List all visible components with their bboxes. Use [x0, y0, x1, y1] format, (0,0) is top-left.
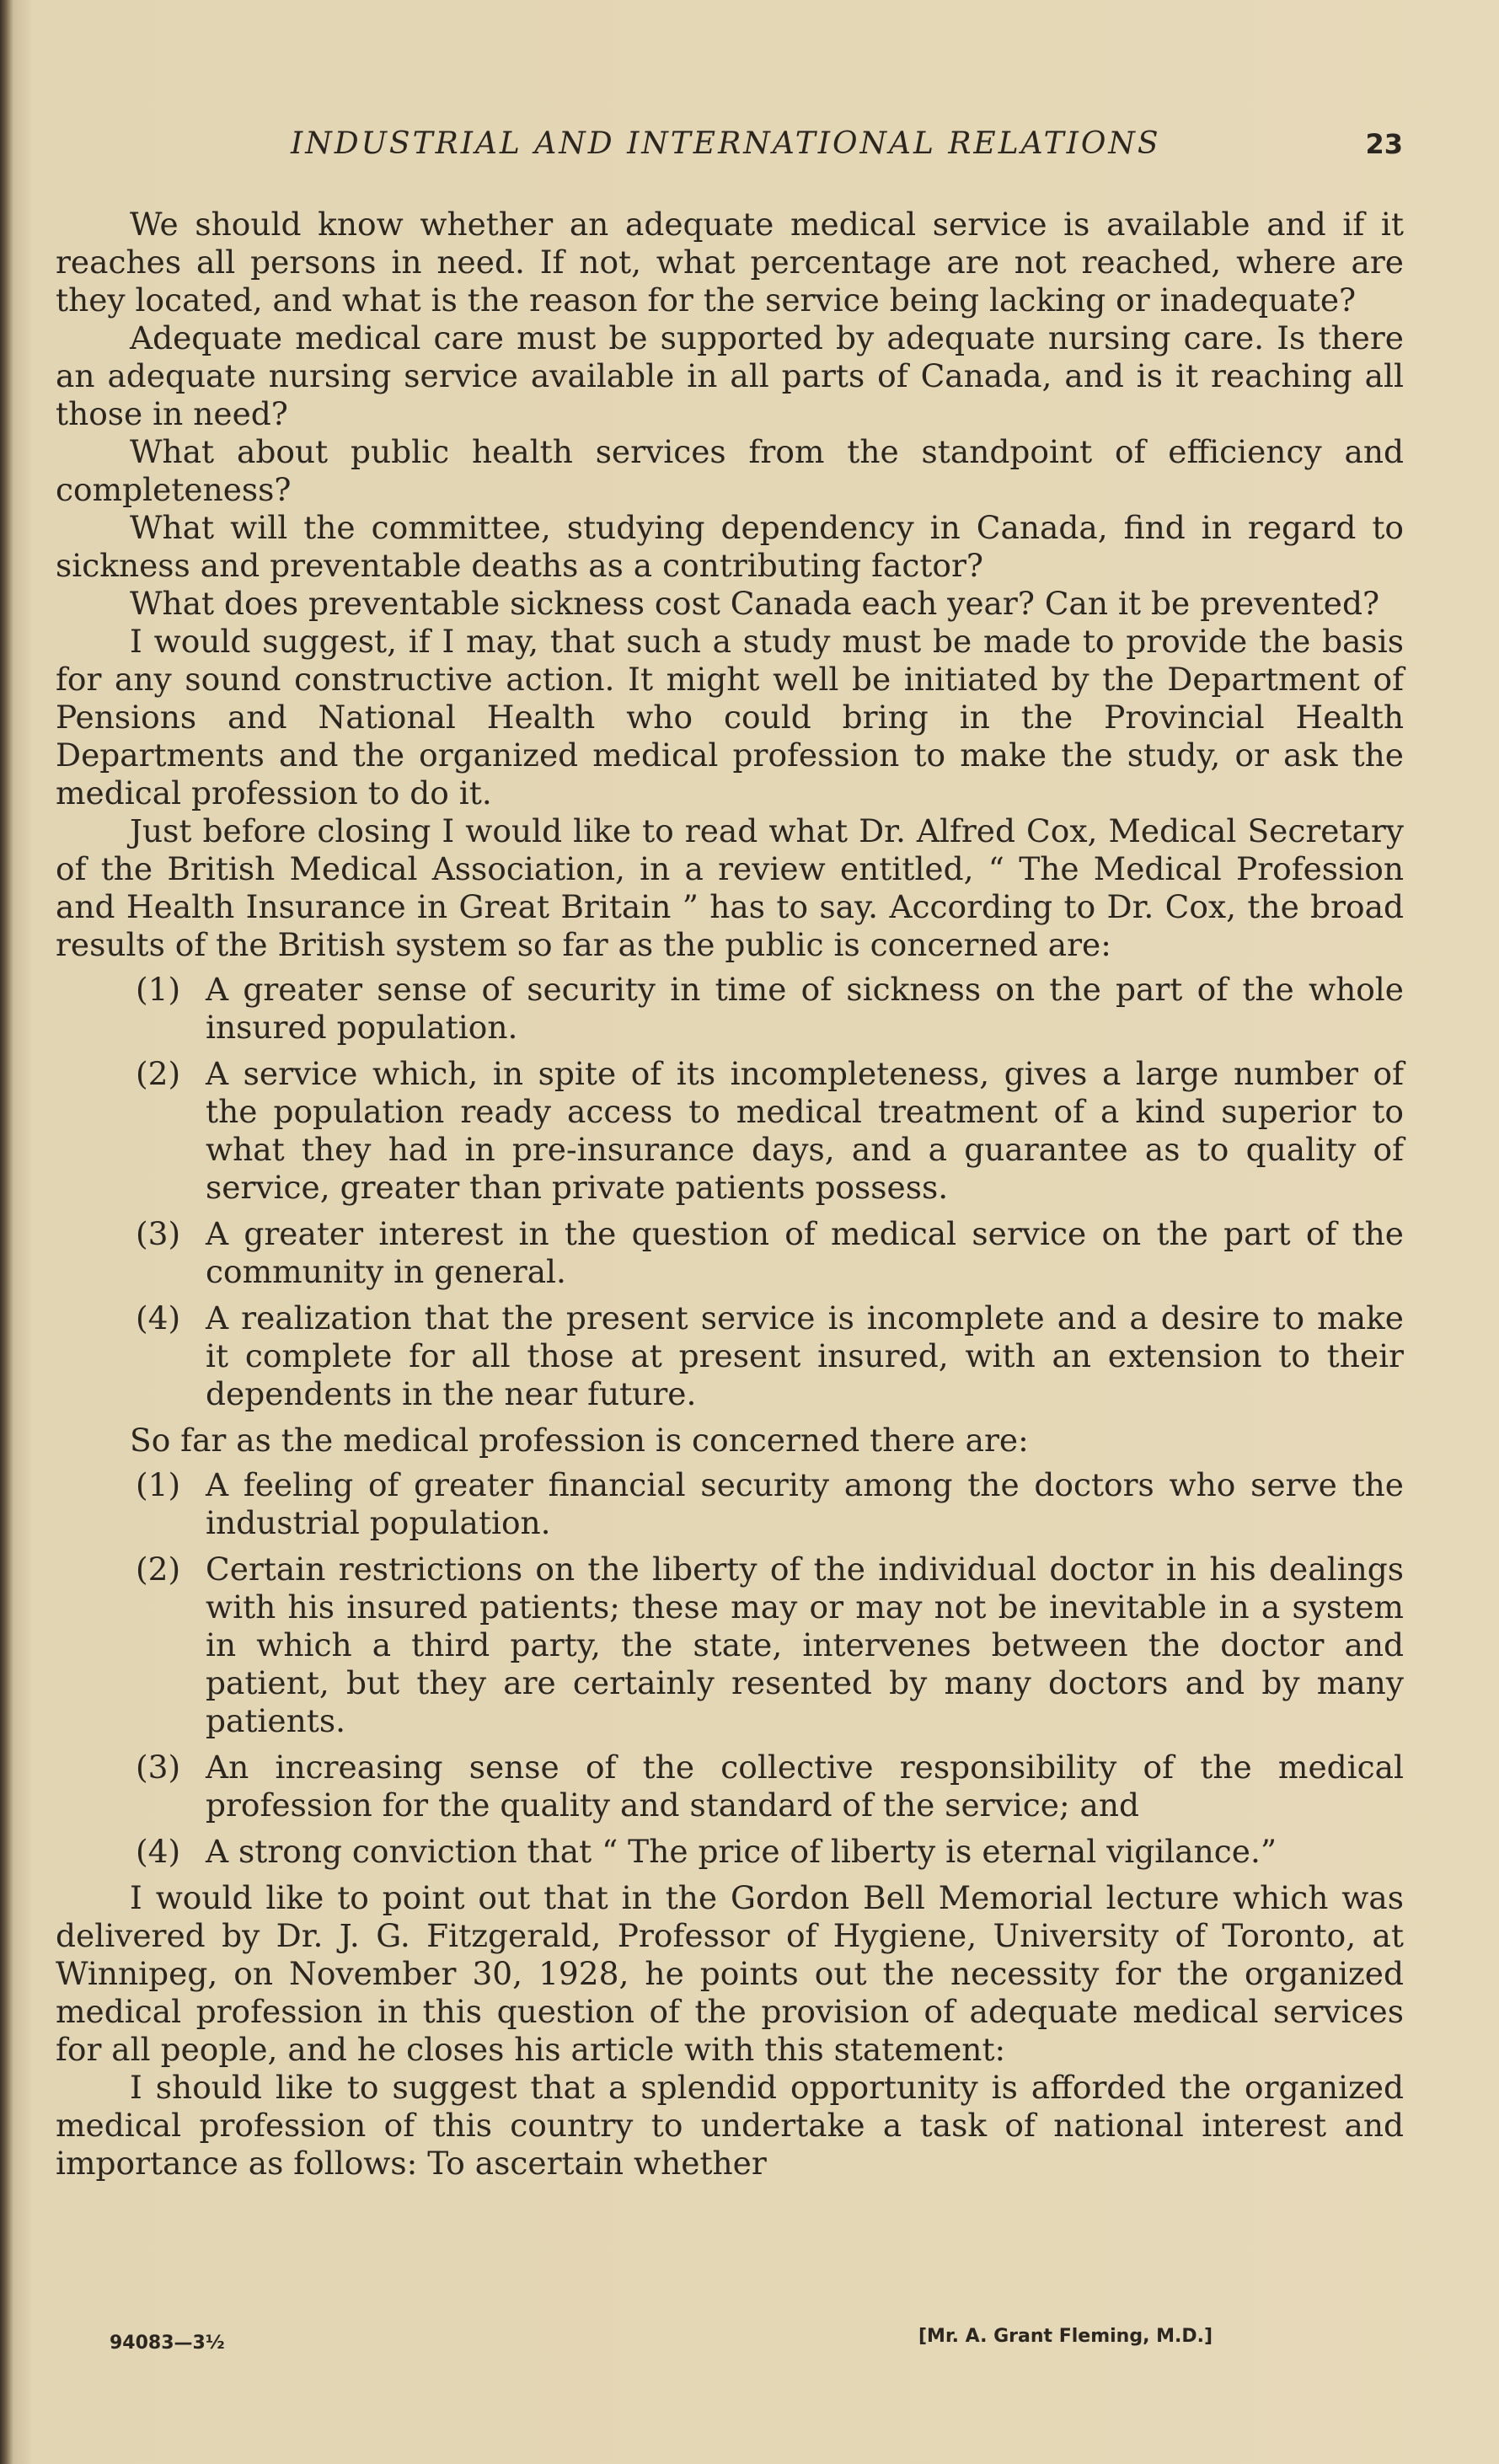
list-item-number: (3): [136, 1749, 181, 1786]
list-item-number: (4): [136, 1299, 181, 1336]
list-item-text: A greater sense of security in time of sickness on the part of the whole insured population.: [206, 971, 1404, 1046]
page-footer: [110, 2326, 1331, 2360]
paragraph-9: I would like to point out that in the Gordon Bell Memorial lecture which was delivered by Dr. J. G. Fitzgerald, Professor of Hygiene, University of Toronto, at Winnipeg, on November 30, 1928, he points out the necessity for the organized medical profession in this question of the provision of adequate medical services for all people, and he closes his article with this statement:: [56, 1879, 1404, 2068]
list-item-text: A greater interest in the question of medical service on the part of the community in general.: [206, 1215, 1404, 1290]
paragraph-3: What about public health services from the standpoint of efficiency and completeness?: [56, 433, 1404, 508]
list-item: [56, 1833, 1404, 1871]
paragraph-8: So far as the medical profession is concerned there are:: [130, 1422, 1029, 1459]
list-item: [56, 971, 1404, 1047]
profession-results-list: [56, 1466, 1404, 1871]
list-item-text: A strong conviction that “ The price of liberty is eternal vigilance.”: [206, 1833, 1277, 1870]
speaker-attribution: [Mr. A. Grant Fleming, M.D.]: [918, 2326, 1213, 2347]
list-item-number: (2): [136, 1551, 181, 1588]
page-number: 23: [1365, 128, 1403, 160]
list-item-number: (4): [136, 1833, 181, 1870]
paragraph-2: Adequate medical care must be supported by adequate nursing care. Is there an adequate nursing service available in all parts of Canada, and is it reaching all those in need?: [56, 319, 1404, 432]
list-item-text: A realization that the present service is incomplete and a desire to make it complete for all those at present insured, with an extension to their dependents in the near future.: [206, 1299, 1404, 1412]
list-item: [56, 1466, 1404, 1542]
running-title: INDUSTRIAL AND INTERNATIONAL RELATIONS: [291, 126, 1161, 161]
list-item-text: Certain restrictions on the liberty of the individual doctor in his dealings with his insured patients; these may or may not be inevitable in a system in which a third party, the state, intervenes between the doctor and patient, but they are certainly resented by many doctors and by many patients.: [206, 1551, 1404, 1739]
block-quote: I should like to suggest that a splendid opportunity is afforded the organized medical profession of this country to undertake a task of national interest and importance as follows: To ascertain whether: [56, 2069, 1404, 2182]
list-item-number: (3): [136, 1215, 181, 1252]
page-header: [291, 126, 1403, 177]
printer-code: 94083—3½: [110, 2333, 225, 2354]
paragraph-6: I would suggest, if I may, that such a study must be made to provide the basis for any sound constructive action. It might well be initiated by the Department of Pensions and National Health who could bring in the Provincial Health Departments and the organized medical profession to make the study, or ask the medical profession to do it.: [56, 623, 1404, 812]
list-item: [56, 1299, 1404, 1413]
body-text: [56, 206, 1404, 2183]
list-item: [56, 1551, 1404, 1740]
list-item-number: (2): [136, 1055, 181, 1092]
list-item-number: (1): [136, 1466, 181, 1503]
list-item-text: An increasing sense of the collective responsibility of the medical profession for the quality and standard of the service; and: [206, 1749, 1404, 1824]
list-item: [56, 1215, 1404, 1291]
paragraph-4: What will the committee, studying dependency in Canada, find in regard to sickness and preventable deaths as a contributing factor?: [56, 509, 1404, 584]
public-results-list: [56, 971, 1404, 1413]
list-item: [56, 1055, 1404, 1207]
list-item-text: A feeling of greater financial security among the doctors who serve the industrial population.: [206, 1466, 1404, 1541]
list-item-number: (1): [136, 971, 181, 1008]
paragraph-5: What does preventable sickness cost Canada each year? Can it be prevented?: [130, 585, 1380, 622]
paragraph-7: Just before closing I would like to read what Dr. Alfred Cox, Medical Secretary of the British Medical Association, in a review entitled, “ The Medical Profession and Health Insurance in Great Britain ” has to say. According to Dr. Cox, the broad results of the British system so far as the public is concerned are:: [56, 812, 1404, 963]
list-item: [56, 1749, 1404, 1824]
paragraph-1: We should know whether an adequate medical service is available and if it reaches all persons in need. If not, what percentage are not reached, where are they located, and what is the reason for the service being lacking or inadequate?: [56, 206, 1404, 319]
list-item-text: A service which, in spite of its incompleteness, gives a large number of the population ready access to medical treatment of a kind superior to what they had in pre-insurance days, and a guarantee as to quality of service, greater than private patients possess.: [206, 1055, 1404, 1206]
